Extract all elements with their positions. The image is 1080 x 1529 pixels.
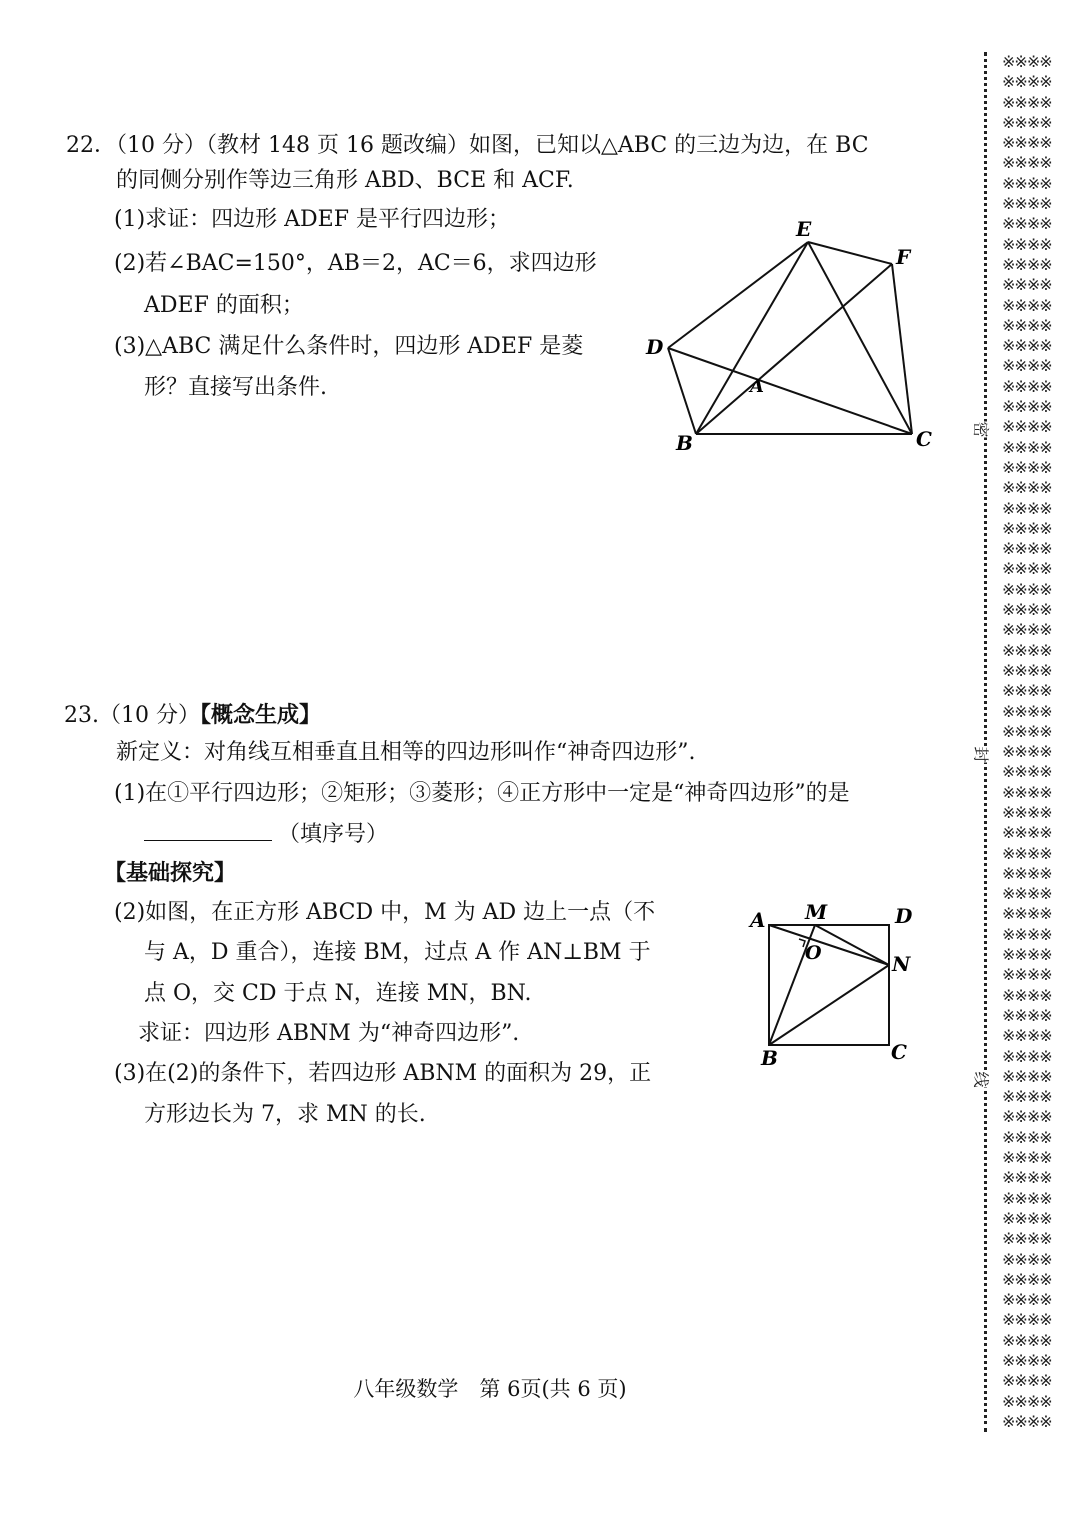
- q22-label-E: E: [796, 217, 812, 241]
- q22-part3a: (3)△ABC 满足什么条件时，四边形 ADEF 是菱: [114, 334, 584, 359]
- q23-section-basic: 【基础探究】: [104, 860, 237, 886]
- q22-line2: 的同侧分别作等边三角形 ABD、BCE 和 ACF.: [116, 168, 574, 193]
- q23-label-C: C: [891, 1040, 907, 1064]
- q22-label-C: C: [916, 427, 932, 451]
- q23-part1a: (1)在①平行四边形；②矩形；③菱形；④正方形中一定是“神奇四边形”的是: [114, 781, 850, 806]
- q23-figure: [745, 895, 925, 1075]
- q23-label-A: A: [750, 908, 766, 932]
- q22-part2b: ADEF 的面积；: [144, 293, 304, 318]
- q23-part1b-text: （填序号）: [278, 822, 389, 847]
- q22-label-A: A: [750, 376, 764, 397]
- q22-label-F: F: [896, 245, 911, 269]
- q23-section-concept: 【概念生成】: [199, 702, 321, 728]
- q23-part3b: 方形边长为 7，求 MN 的长.: [144, 1102, 426, 1127]
- q23-label-O: O: [805, 942, 822, 964]
- page-footer: 八年级数学 第 6页(共 6 页): [353, 1377, 627, 1401]
- binding-mark-close: 封: [971, 746, 994, 762]
- q23-part2b: 与 A，D 重合），连接 BM，过点 A 作 AN⊥BM 于: [144, 940, 651, 965]
- q23-figure-lines: [769, 925, 889, 1045]
- q22-part1: (1)求证：四边形 ADEF 是平行四边形；: [114, 207, 511, 232]
- q22-part3b: 形？直接写出条件.: [144, 375, 327, 400]
- q22-label-D: D: [646, 335, 664, 359]
- q23-definition: 新定义：对角线互相垂直且相等的四边形叫作“神奇四边形”.: [116, 740, 696, 765]
- q23-number: 23.（10 分）: [64, 703, 200, 728]
- q23-label-D: D: [895, 904, 913, 928]
- binding-pattern: ※※※※ ※※※※ ※※※※ ※※※※ ※※※※ ※※※※ ※※※※ ※※※※ ※※※※ ※※※※ ※※※※ ※※※※ ※※※※ ※※※※ ※※※※ ※※※※ ※※※※ ※※※※ ※※※※ ※※※※ ※※※※ ※※※※ ※※※※ ※※※※ ※※※※ ※※※※ ※※※※ ※※※※ ※※※※ ※※※※ ※※※※ ※※※※ ※※※※ ※※※※ ※※※※ ※※※※ ※※※※ ※※※※ ※※※※ ※※※※ ※※※※ ※※※※ ※※※※ ※※※※ ※※※※ ※※※※ ※※※※ ※※※※ ※※※※ ※※※※ ※※※※ ※※※※ ※※※※ ※※※※ ※※※※ ※※※※ ※※※※ ※※※※ ※※※※ ※※※※ ※※※※ ※※※※ ※※※※ ※※※※ ※※※※ ※※※※ ※※※※ ※※※※: [1002, 52, 1052, 1431]
- q23-part2a: (2)如图，在正方形 ABCD 中，M 为 AD 边上一点（不: [114, 900, 656, 925]
- q22-part2a: (2)若∠BAC=150°，AB＝2，AC＝6，求四边形: [114, 251, 597, 276]
- q22-figure: [640, 210, 940, 460]
- q22-figure-lines: [668, 242, 912, 434]
- q23-label-N: N: [892, 952, 911, 976]
- q23-part1b: [144, 818, 388, 850]
- q23-label-B: B: [761, 1046, 778, 1070]
- binding-mark-seal: 密: [971, 421, 994, 437]
- q23-part2d: 求证：四边形 ABNM 为“神奇四边形”.: [138, 1021, 520, 1046]
- q23-label-M: M: [805, 900, 828, 924]
- q23-answer-blank[interactable]: [144, 818, 272, 841]
- binding-mark-line: 线: [971, 1071, 994, 1087]
- q23-part2c: 点 O，交 CD 于点 N，连接 MN，BN.: [144, 981, 532, 1006]
- binding-dotted-line: [984, 52, 987, 1432]
- q23-part3a: (3)在(2)的条件下，若四边形 ABNM 的面积为 29，正: [114, 1061, 652, 1086]
- q23-header: [64, 698, 321, 729]
- q22-line1: 22．（10 分）（教材 148 页 16 题改编）如图，已知以△ABC 的三边为边，在 BC: [66, 133, 869, 158]
- q22-label-B: B: [676, 431, 693, 455]
